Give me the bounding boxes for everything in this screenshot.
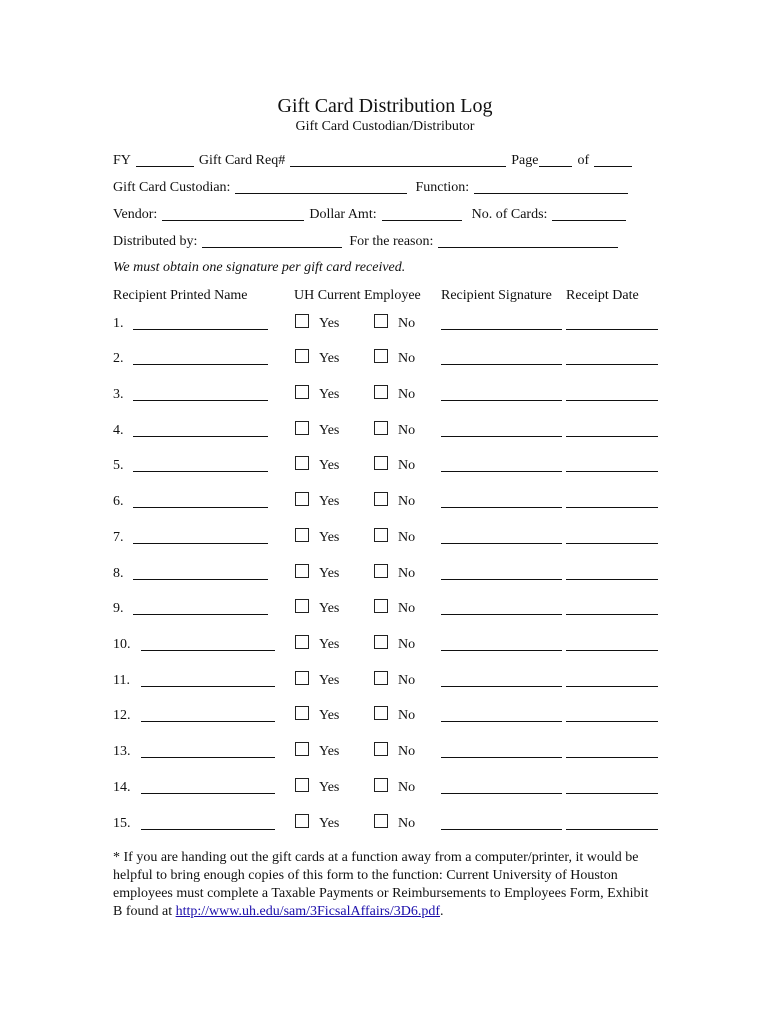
receipt-date-field[interactable] <box>566 614 658 615</box>
vendor-label: Vendor: <box>113 207 158 222</box>
no-label: No <box>398 530 416 545</box>
row-number: 8. <box>113 566 124 581</box>
table-row <box>0 527 770 549</box>
table-row <box>0 455 770 477</box>
no-checkbox[interactable] <box>374 635 388 649</box>
no-checkbox[interactable] <box>374 456 388 470</box>
yes-checkbox[interactable] <box>295 814 309 828</box>
yes-label: Yes <box>319 458 340 473</box>
recipient-name-field[interactable] <box>133 364 268 365</box>
footnote-text: * If you are handing out the gift cards at a function away from a computer/printer, it would be helpful to bring enough copies of this form to the function: Current University of Houston employees must complete a Taxable Payments or Reimbursements to Employees Form, Exhibit B found at <box>113 850 649 919</box>
signature-field[interactable] <box>441 507 562 508</box>
yes-checkbox[interactable] <box>295 706 309 720</box>
recipient-name-field[interactable] <box>141 829 275 830</box>
col-recipient-name: Recipient Printed Name <box>113 288 248 303</box>
no-label: No <box>398 780 416 795</box>
row-number: 15. <box>113 816 131 831</box>
table-row <box>0 348 770 370</box>
signature-field[interactable] <box>441 793 562 794</box>
receipt-date-field[interactable] <box>566 757 658 758</box>
signature-field[interactable] <box>441 614 562 615</box>
dollar-label: Dollar Amt: <box>309 207 377 222</box>
recipient-name-field[interactable] <box>133 579 268 580</box>
no-checkbox[interactable] <box>374 599 388 613</box>
no-label: No <box>398 601 416 616</box>
cards-label: No. of Cards: <box>471 207 548 222</box>
recipient-name-field[interactable] <box>133 329 268 330</box>
row-number: 9. <box>113 601 124 616</box>
table-row <box>0 777 770 799</box>
yes-checkbox[interactable] <box>295 528 309 542</box>
yes-checkbox[interactable] <box>295 349 309 363</box>
no-checkbox[interactable] <box>374 814 388 828</box>
row-number: 6. <box>113 494 124 509</box>
yes-label: Yes <box>319 708 340 723</box>
yes-checkbox[interactable] <box>295 599 309 613</box>
footnote-end: . <box>440 904 444 919</box>
no-checkbox[interactable] <box>374 421 388 435</box>
row-number: 13. <box>113 744 131 759</box>
yes-checkbox[interactable] <box>295 671 309 685</box>
receipt-date-field[interactable] <box>566 364 658 365</box>
footnote <box>113 849 661 921</box>
form-title: Gift Card Distribution Log <box>277 95 493 117</box>
table-row <box>0 384 770 406</box>
of-label: of <box>577 153 590 168</box>
fy-label: FY <box>113 153 131 168</box>
function-field[interactable] <box>474 179 628 194</box>
custodian-label: Gift Card Custodian: <box>113 180 231 195</box>
col-uh-employee: UH Current Employee <box>294 288 421 303</box>
no-checkbox[interactable] <box>374 492 388 506</box>
no-checkbox[interactable] <box>374 742 388 756</box>
page-label: Page <box>511 153 539 168</box>
signature-instruction: We must obtain one signature per gift card received. <box>113 260 406 275</box>
receipt-date-field[interactable] <box>566 829 658 830</box>
yes-checkbox[interactable] <box>295 635 309 649</box>
row-number: 3. <box>113 387 124 402</box>
row-number: 14. <box>113 780 131 795</box>
yes-checkbox[interactable] <box>295 492 309 506</box>
recipient-name-field[interactable] <box>133 543 268 544</box>
yes-label: Yes <box>319 423 340 438</box>
row-number: 11. <box>113 673 130 688</box>
recipient-name-field[interactable] <box>133 507 268 508</box>
page-field[interactable] <box>539 152 572 167</box>
no-label: No <box>398 351 416 366</box>
row-number: 7. <box>113 530 124 545</box>
yes-checkbox[interactable] <box>295 564 309 578</box>
recipient-name-field[interactable] <box>141 793 275 794</box>
col-recipient-signature: Recipient Signature <box>441 288 552 303</box>
no-checkbox[interactable] <box>374 706 388 720</box>
no-checkbox[interactable] <box>374 349 388 363</box>
yes-checkbox[interactable] <box>295 742 309 756</box>
table-row <box>0 705 770 727</box>
row-number: 1. <box>113 316 124 331</box>
no-label: No <box>398 744 416 759</box>
no-label: No <box>398 387 416 402</box>
yes-label: Yes <box>319 387 340 402</box>
table-row <box>0 741 770 763</box>
yes-checkbox[interactable] <box>295 456 309 470</box>
reason-label: For the reason: <box>349 234 434 249</box>
distributed-field[interactable] <box>202 233 342 248</box>
no-label: No <box>398 494 416 509</box>
yes-label: Yes <box>319 601 340 616</box>
yes-label: Yes <box>319 673 340 688</box>
yes-label: Yes <box>319 780 340 795</box>
req-field[interactable] <box>290 152 506 167</box>
row-number: 4. <box>113 423 124 438</box>
no-label: No <box>398 458 416 473</box>
no-checkbox[interactable] <box>374 385 388 399</box>
no-checkbox[interactable] <box>374 564 388 578</box>
fy-req-line <box>113 150 658 170</box>
signature-field[interactable] <box>441 829 562 830</box>
cards-field[interactable] <box>552 206 626 221</box>
receipt-date-field[interactable] <box>566 543 658 544</box>
table-row <box>0 420 770 442</box>
page-total-field[interactable] <box>594 152 632 167</box>
yes-label: Yes <box>319 530 340 545</box>
signature-field[interactable] <box>441 329 562 330</box>
no-checkbox[interactable] <box>374 528 388 542</box>
signature-field[interactable] <box>441 471 562 472</box>
yes-checkbox[interactable] <box>295 778 309 792</box>
table-row <box>0 670 770 692</box>
yes-label: Yes <box>319 744 340 759</box>
no-label: No <box>398 816 416 831</box>
distributed-line <box>113 231 658 251</box>
recipient-name-field[interactable] <box>141 757 275 758</box>
no-label: No <box>398 566 416 581</box>
receipt-date-field[interactable] <box>566 471 658 472</box>
no-label: No <box>398 637 416 652</box>
req-label: Gift Card Req# <box>198 153 286 168</box>
table-row <box>0 491 770 513</box>
table-row <box>0 313 770 335</box>
no-checkbox[interactable] <box>374 314 388 328</box>
recipient-name-field[interactable] <box>141 721 275 722</box>
recipient-name-field[interactable] <box>133 436 268 437</box>
table-row <box>0 634 770 656</box>
receipt-date-field[interactable] <box>566 579 658 580</box>
signature-field[interactable] <box>441 579 562 580</box>
signature-field[interactable] <box>441 400 562 401</box>
no-label: No <box>398 673 416 688</box>
yes-label: Yes <box>319 816 340 831</box>
receipt-date-field[interactable] <box>566 793 658 794</box>
yes-label: Yes <box>319 351 340 366</box>
signature-field[interactable] <box>441 757 562 758</box>
function-label: Function: <box>415 180 470 195</box>
receipt-date-field[interactable] <box>566 436 658 437</box>
yes-label: Yes <box>319 494 340 509</box>
table-row <box>0 813 770 835</box>
yes-checkbox[interactable] <box>295 421 309 435</box>
row-number: 12. <box>113 708 131 723</box>
row-number: 5. <box>113 458 124 473</box>
custodian-line <box>113 177 658 197</box>
row-number: 10. <box>113 637 131 652</box>
signature-field[interactable] <box>441 686 562 687</box>
table-row <box>0 598 770 620</box>
vendor-line <box>113 204 658 224</box>
yes-label: Yes <box>319 566 340 581</box>
signature-field[interactable] <box>441 721 562 722</box>
receipt-date-field[interactable] <box>566 329 658 330</box>
signature-field[interactable] <box>441 543 562 544</box>
no-label: No <box>398 316 416 331</box>
signature-field[interactable] <box>441 650 562 651</box>
custodian-field[interactable] <box>235 179 407 194</box>
recipient-name-field[interactable] <box>133 471 268 472</box>
reason-field[interactable] <box>438 233 618 248</box>
recipient-name-field[interactable] <box>133 614 268 615</box>
fy-field[interactable] <box>136 152 194 167</box>
no-checkbox[interactable] <box>374 671 388 685</box>
distributed-label: Distributed by: <box>113 234 198 249</box>
vendor-field[interactable] <box>162 206 304 221</box>
no-label: No <box>398 423 416 438</box>
signature-field[interactable] <box>441 436 562 437</box>
receipt-date-field[interactable] <box>566 650 658 651</box>
signature-field[interactable] <box>441 364 562 365</box>
table-row <box>0 563 770 585</box>
row-number: 2. <box>113 351 124 366</box>
dollar-field[interactable] <box>382 206 462 221</box>
col-receipt-date: Receipt Date <box>566 288 639 303</box>
form-subtitle: Gift Card Custodian/Distributor <box>295 119 475 134</box>
recipient-name-field[interactable] <box>141 686 275 687</box>
no-label: No <box>398 708 416 723</box>
yes-label: Yes <box>319 316 340 331</box>
yes-checkbox[interactable] <box>295 385 309 399</box>
receipt-date-field[interactable] <box>566 721 658 722</box>
recipient-name-field[interactable] <box>141 650 275 651</box>
yes-checkbox[interactable] <box>295 314 309 328</box>
no-checkbox[interactable] <box>374 778 388 792</box>
recipient-name-field[interactable] <box>133 400 268 401</box>
receipt-date-field[interactable] <box>566 686 658 687</box>
receipt-date-field[interactable] <box>566 507 658 508</box>
exhibit-b-link[interactable]: http://www.uh.edu/sam/3FicsalAffairs/3D6.pdf <box>175 904 441 919</box>
receipt-date-field[interactable] <box>566 400 658 401</box>
yes-label: Yes <box>319 637 340 652</box>
